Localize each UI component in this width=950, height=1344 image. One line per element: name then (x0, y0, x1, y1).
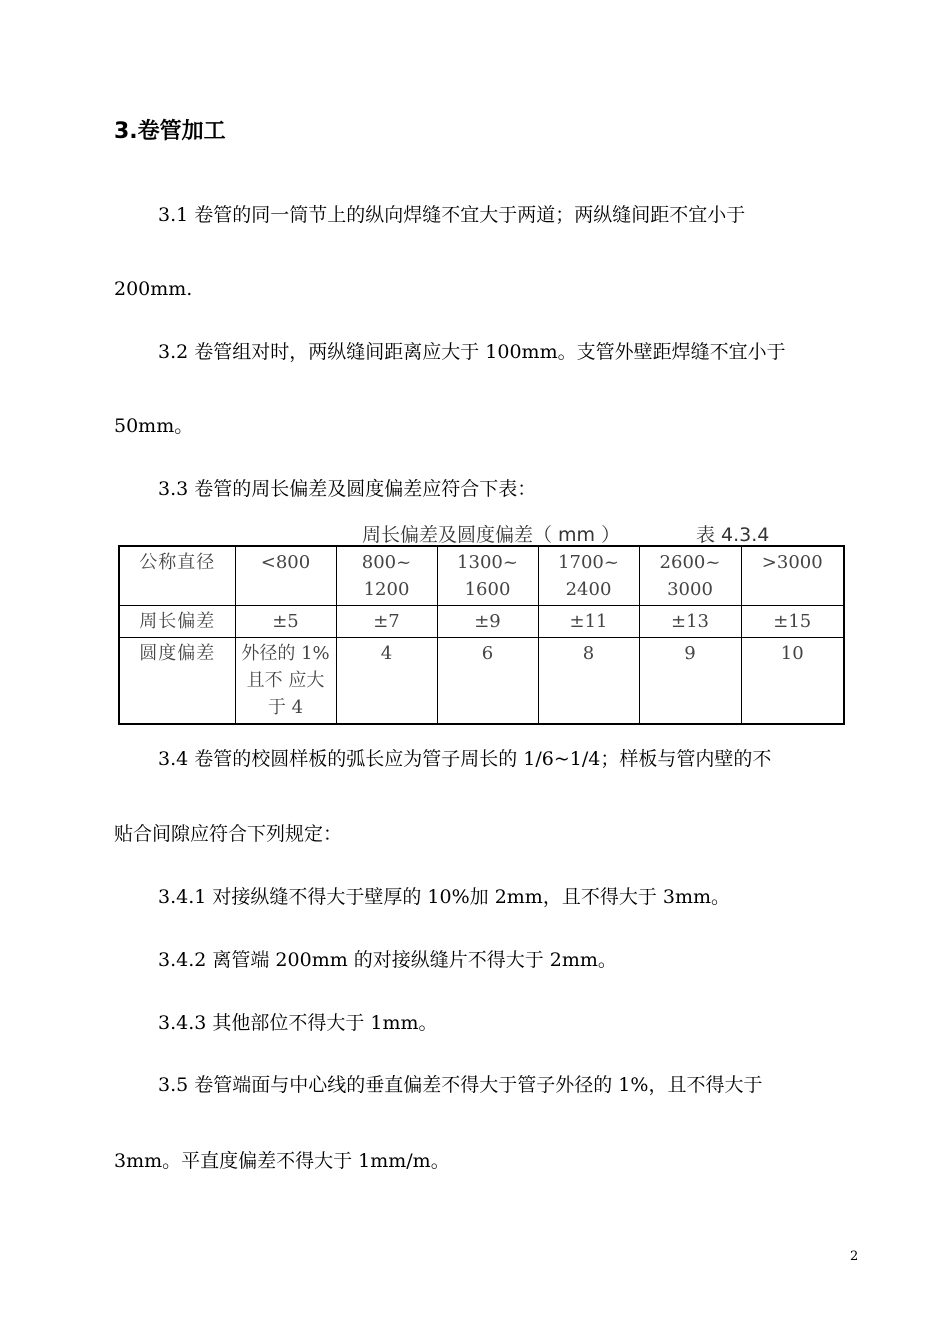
row-label-circumference: 周长偏差 (119, 606, 235, 638)
table-caption-number: 表 4.3.4 (696, 524, 770, 546)
paragraph-3-1-line-2: 200mm. (114, 278, 193, 300)
table-cell: 4 (336, 638, 437, 725)
paragraph-3-4-line-2: 贴合间隙应符合下列规定： (114, 823, 343, 845)
table-cell: ±9 (437, 606, 538, 638)
paragraph-3-5-line-2: 3mm。平直度偏差不得大于 1mm/m。 (114, 1150, 450, 1172)
header-cell: 1700~ 2400 (538, 546, 639, 606)
table-cell: 6 (437, 638, 538, 725)
paragraph-3-1-line-1: 3.1 卷管的同一筒节上的纵向焊缝不宜大于两道；两纵缝间距不宜小于 (158, 204, 746, 226)
table-cell: 外径的 1%且不 应大于 4 (235, 638, 336, 725)
paragraph-3-4-3: 3.4.3 其他部位不得大于 1mm。 (158, 1012, 438, 1034)
table-cell: ±7 (336, 606, 437, 638)
page-number: 2 (850, 1249, 859, 1264)
paragraph-3-4-2: 3.4.2 离管端 200mm 的对接纵缝片不得大于 2mm。 (158, 949, 617, 971)
table-header-row (119, 546, 844, 606)
table-row-circumference (119, 606, 844, 638)
header-nominal-diameter: 公称直径 (119, 546, 235, 606)
header-cell: >3000 (741, 546, 844, 606)
deviation-table (118, 545, 845, 725)
table-cell: 8 (538, 638, 639, 725)
header-cell: 2600~ 3000 (639, 546, 741, 606)
paragraph-3-3: 3.3 卷管的周长偏差及圆度偏差应符合下表： (158, 478, 537, 500)
table-cell: 9 (639, 638, 741, 725)
paragraph-3-4-line-1: 3.4 卷管的校圆样板的弧长应为管子周长的 1/6~1/4；样板与管内壁的不 (158, 748, 772, 770)
table-cell: ±13 (639, 606, 741, 638)
table-cell: ±11 (538, 606, 639, 638)
table-cell: 10 (741, 638, 844, 725)
header-cell: <800 (235, 546, 336, 606)
paragraph-3-4-1: 3.4.1 对接纵缝不得大于壁厚的 10%加 2mm，且不得大于 3mm。 (158, 886, 730, 908)
table-row-roundness (119, 638, 844, 725)
paragraph-3-5-line-1: 3.5 卷管端面与中心线的垂直偏差不得大于管子外径的 1%，且不得大于 (158, 1074, 763, 1096)
header-cell: 800~ 1200 (336, 546, 437, 606)
table-caption-title: 周长偏差及圆度偏差（ mm ） (362, 524, 621, 546)
table-cell: ±5 (235, 606, 336, 638)
row-label-roundness: 圆度偏差 (119, 638, 235, 725)
table-cell: ±15 (741, 606, 844, 638)
paragraph-3-2-line-2: 50mm。 (114, 415, 194, 437)
header-cell: 1300~ 1600 (437, 546, 538, 606)
paragraph-3-2-line-1: 3.2 卷管组对时，两纵缝间距离应大于 100mm。支管外壁距焊缝不宜小于 (158, 341, 786, 363)
section-heading: 3.卷管加工 (114, 119, 226, 144)
